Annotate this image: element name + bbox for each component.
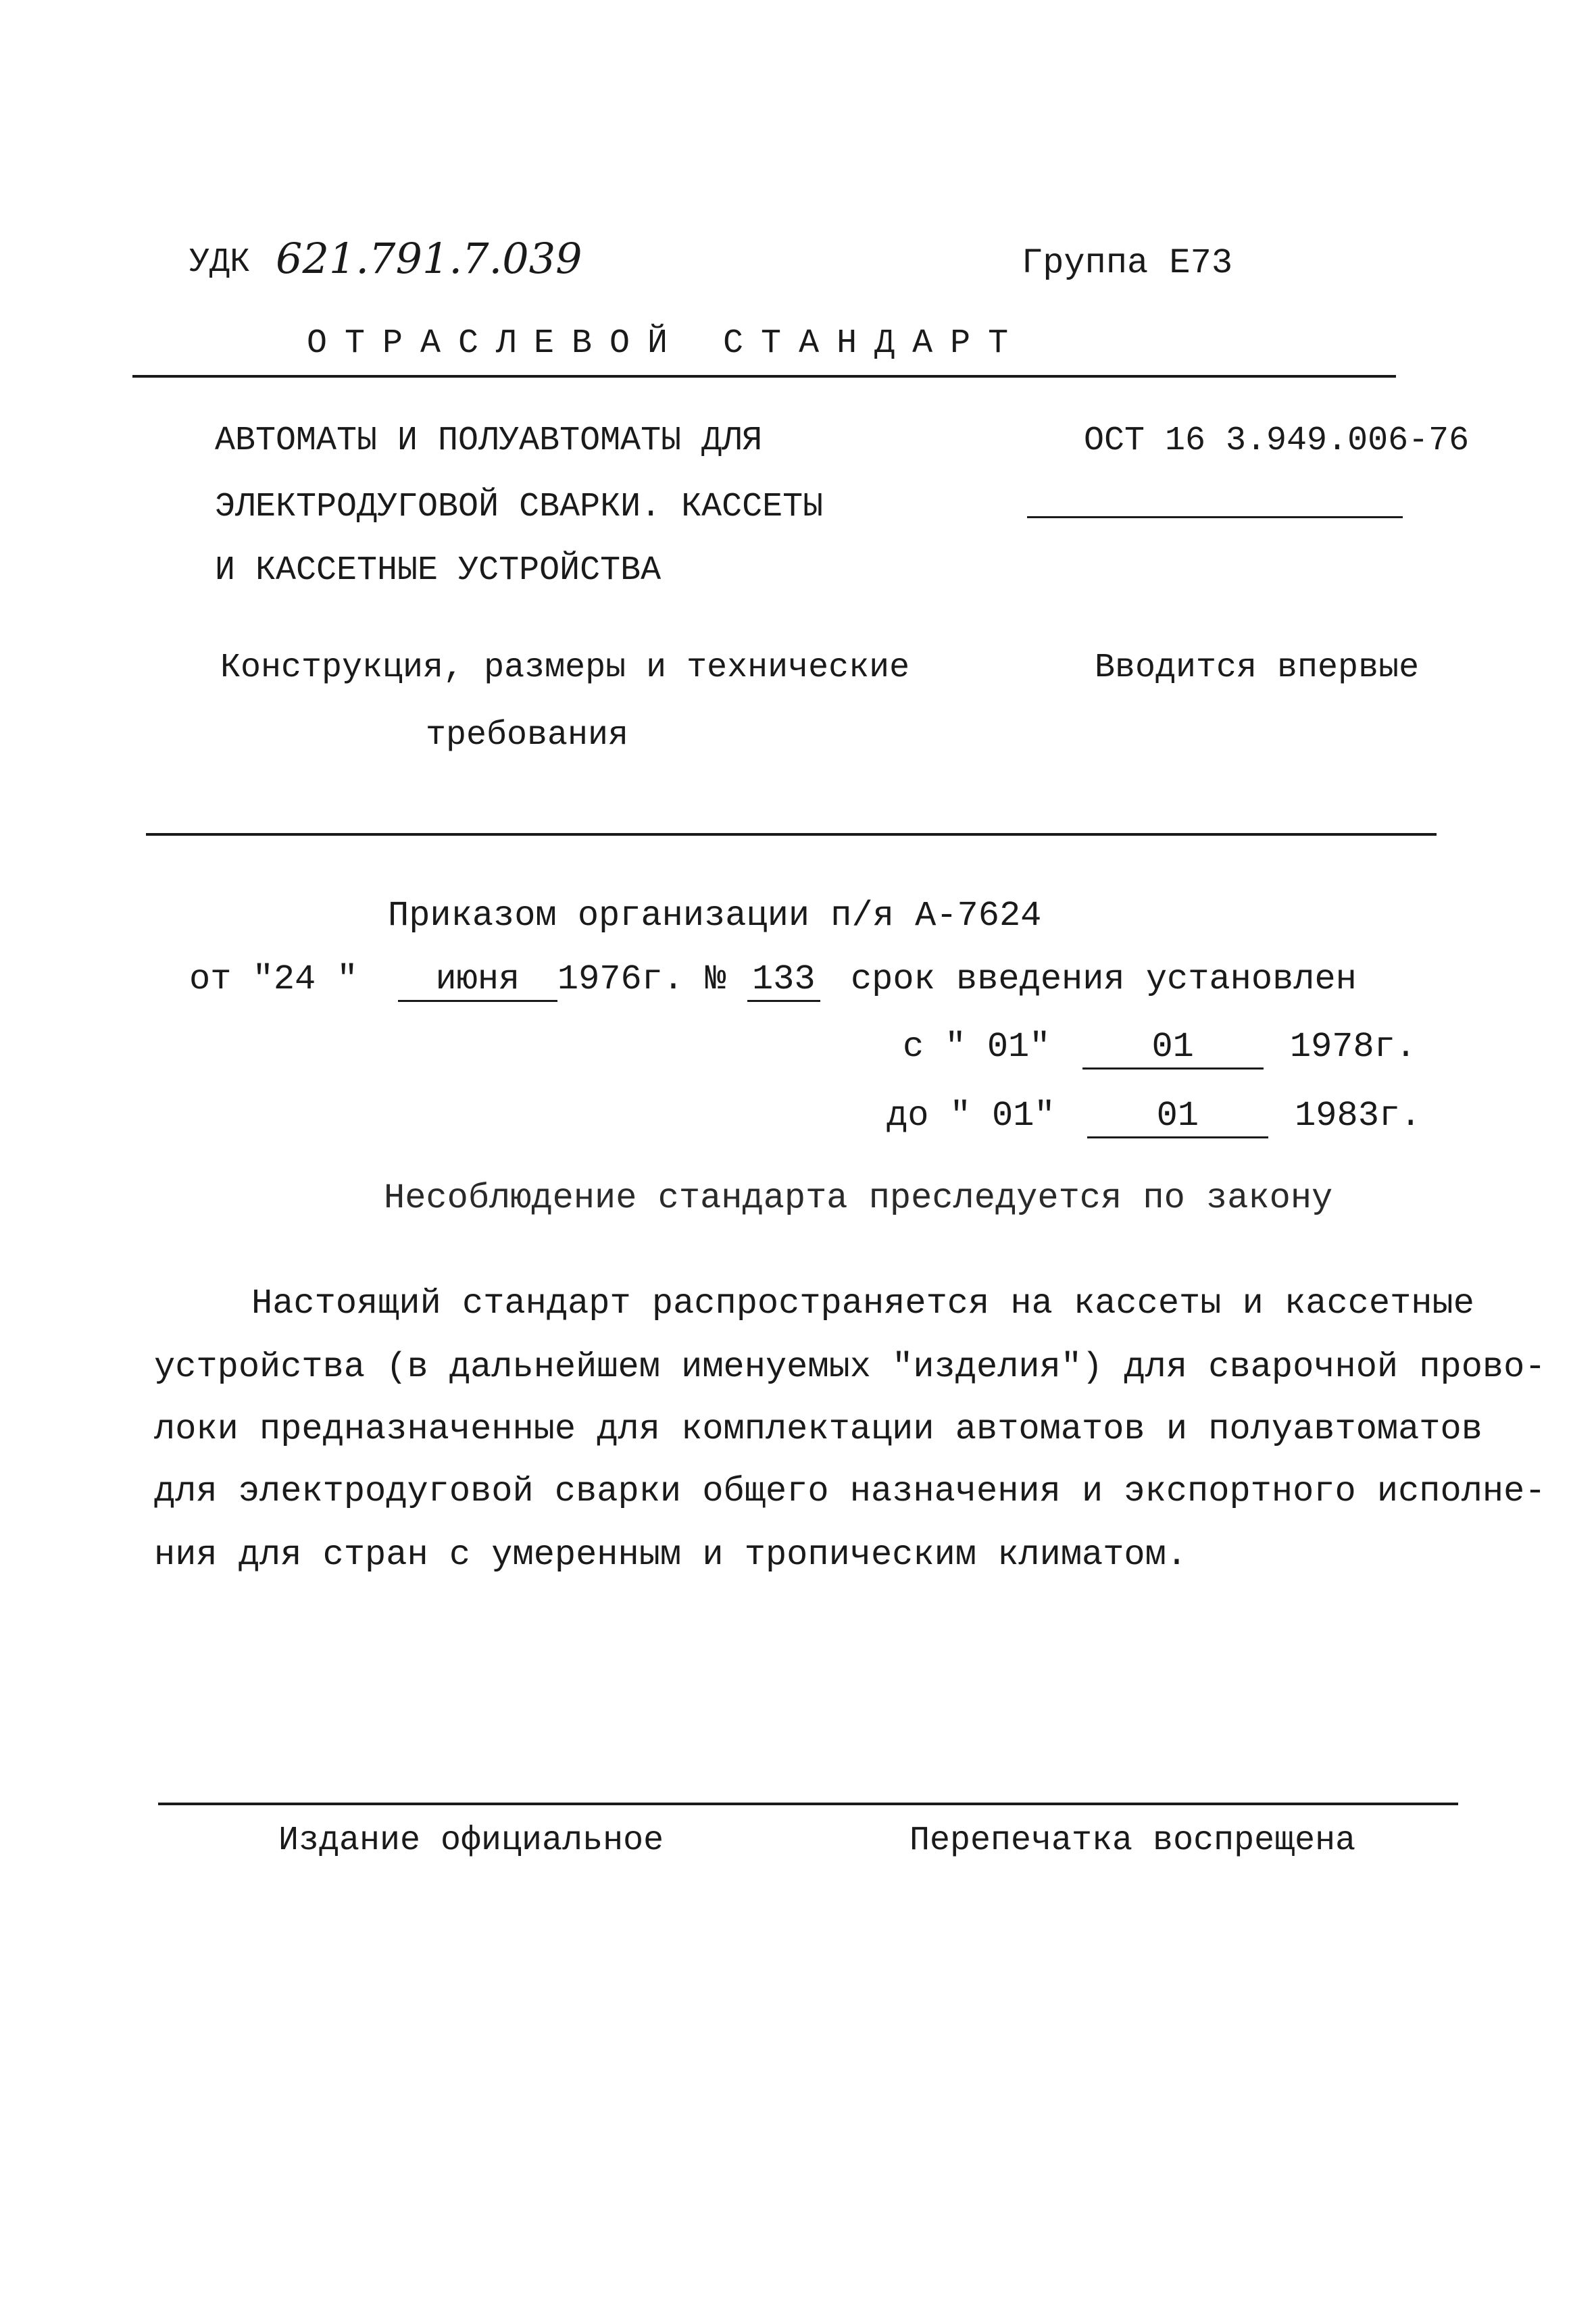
banner-title: ОТРАСЛЕВОЙ СТАНДАРТ: [307, 324, 1026, 363]
body-line-5: ния для стран с умеренным и тропическим климатом.: [154, 1535, 1188, 1575]
start-date-prefix: с " 01": [903, 1027, 1051, 1067]
title-block-rule: [146, 833, 1437, 836]
body-line-4: для электродуговой сварки общего назначения и экспортного исполне-: [154, 1472, 1546, 1511]
order-date-prefix: от "24 ": [189, 959, 358, 999]
designation-rule: [1027, 516, 1403, 518]
start-date-line: [903, 1027, 1417, 1070]
body-line-3: локи предназначенные для комплектации автоматов и полуавтоматов: [154, 1409, 1482, 1449]
start-date-month: 01: [1082, 1030, 1264, 1070]
reprint-notice: Перепечатка воспрещена: [909, 1821, 1356, 1860]
group-label: Группа Е73: [1022, 243, 1233, 283]
order-term-text: срок введения установлен: [850, 959, 1357, 999]
status-text: Вводится впервые: [1095, 649, 1420, 687]
udk-code-handwritten: 621.791.7.039: [276, 234, 582, 283]
end-date-year: 1983г.: [1295, 1096, 1422, 1136]
title-line-3: И КАССЕТНЫЕ УСТРОЙСТВА: [215, 551, 662, 590]
udk-label: УДК: [189, 243, 251, 282]
subtitle-line-2: требования: [426, 716, 629, 755]
end-date-month: 01: [1087, 1099, 1268, 1138]
order-number: 133: [747, 962, 820, 1002]
title-line-1: АВТОМАТЫ И ПОЛУАВТОМАТЫ ДЛЯ: [215, 422, 763, 460]
law-notice: Несоблюдение стандарта преследуется по закону: [384, 1178, 1333, 1218]
end-date-line: [887, 1096, 1422, 1138]
end-date-prefix: до " 01": [887, 1096, 1055, 1136]
body-line-1: Настоящий стандарт распространяется на кассеты и кассетные: [251, 1284, 1474, 1324]
edition-label: Издание официальное: [278, 1821, 664, 1860]
footer-rule: [158, 1803, 1458, 1805]
standard-designation: ОСТ 16 3.949.006-76: [1084, 422, 1470, 460]
order-line: Приказом организации п/я А-7624: [388, 896, 1042, 936]
order-date-line: [189, 959, 1357, 1002]
order-year: 1976г.: [557, 959, 684, 999]
banner-rule: [132, 375, 1396, 378]
order-month: июня: [398, 962, 557, 1002]
subtitle-line-1: Конструкция, размеры и технические: [220, 649, 910, 687]
start-date-year: 1978г.: [1289, 1027, 1417, 1067]
body-line-2: устройства (в дальнейшем именуемых "изделия") для сварочной прово-: [154, 1347, 1546, 1387]
order-number-sign: №: [705, 959, 726, 999]
title-line-2: ЭЛЕКТРОДУГОВОЙ СВАРКИ. КАССЕТЫ: [215, 488, 824, 526]
